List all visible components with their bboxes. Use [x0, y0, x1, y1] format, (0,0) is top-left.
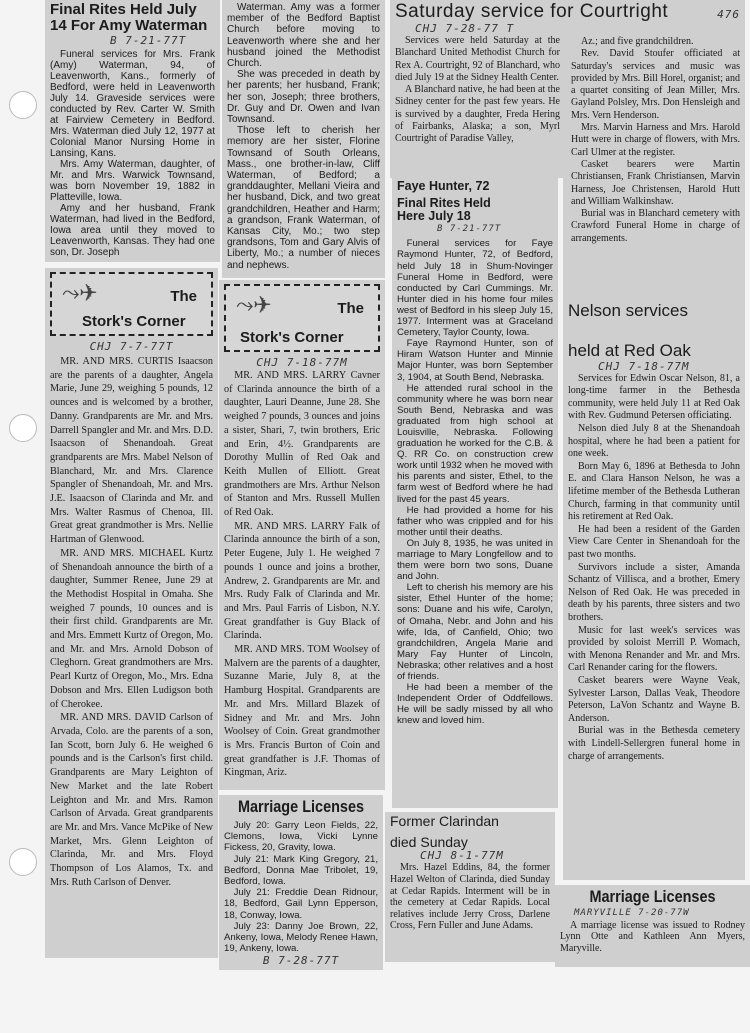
- courtright-col2-text: [571, 36, 740, 245]
- stork-right-paras-text: [224, 369, 380, 780]
- courtright-paragraph: Burial was in Blanchard cemetery with Crawford Funeral Home in charge of arrangements.: [571, 208, 740, 244]
- nelson-clipping: [563, 300, 745, 880]
- courtright-clipping-col2: [563, 34, 745, 300]
- waterman-paragraph: Funeral services for Mrs. Frank (Amy) Waterman, 94, of Leavenworth, Kans., formerly of Bedford, were held in Leavenworth July 14. Graveside services were conducted by Rev. Carter W. Smith at Fairview Cemetery in Bedford. Mrs. Waterman died July 12, 1977 at Colonial Manor Nursing Home in Lansing, Kans.: [50, 48, 215, 159]
- hunter-paragraph: Funeral services for Faye Raymond Hunter, 72, of Bedford, held July 18 in Shum-Novinger Funeral Home in Bedford, were conducted by Carl Cummings. Mr. Hunter died in his home four miles west of Bedford in his sleep July 15, 1977. Interment was at Graceland Cemetery, Taylor County, Iowa.: [397, 238, 553, 339]
- waterman-paragraph: She was preceded in death by her parents; her husband, Frank; her son, Joseph; three brothers, Dr. Guy and Dr. Owen and Ivan Townsand.: [227, 69, 380, 126]
- page-number: 476: [717, 8, 740, 21]
- nelson-subheadline: held at Red Oak: [568, 340, 691, 360]
- courtright-header: [395, 2, 740, 22]
- maryville-licenses-clipping: [555, 885, 750, 967]
- nelson-paragraph: Casket bearers were Wayne Veak, Sylvester Larson, Dallas Veak, Theodore Peterson, LaVon Schantz and Wayne B. Anderson.: [568, 674, 740, 724]
- licenses-annotation: B 7-28-77T: [262, 954, 340, 968]
- hunter-paragraph: Faye Raymond Hunter, son of Hiram Watson Hunter and Minnie Major Hunter, was born September 3, 1904, at South Bend, Nebraska.: [397, 338, 553, 383]
- birth-announcement: MR. AND MRS. MICHAEL Kurtz of Shenandoah announce the birth of a daughter, Summer Renee, June 29 at the Methodist Hospital in Omaha. She weighed 7 pounds, 10 ounces and is their first child. Grandparents are Mr. and Mrs. Emmett Kurtz of Oregon, Mo. and Mr. and Mrs. Arnold Dobson of Cleghorn. Great grandmothers are Mrs. Pearl Kurtz of Oregon, Mo., Mrs. Edna Dobson and Mrs. Ellen Ludigson both of Cherokee.: [50, 547, 213, 710]
- license-entry: July 20: Garry Leon Fields, 22, Clemons, Iowa, Vicki Lynne Fickess, 20, Gravity, Iowa.: [224, 820, 378, 854]
- clarindan-paras-text: [390, 862, 550, 932]
- hunter-paragraph: Left to cherish his memory are his sister, Ethel Hunter of the home; sons: Duane and his wife, Carolyn, of Omaha, Nebr. and John and his wife, Ida, of Canfield, Ohio; two grandchildren, Angela Marie and Mary Fay Hunter of Lincoln, Nebraska; other relatives and a host of friends.: [397, 582, 553, 683]
- birth-announcement: MR. AND MRS. CURTIS Isaacson are the parents of a daughter, Angela Marie, June 29, weighing 5 pounds, 12 ounces and is welcomed by a brother, Danny. Grandparents are Mr. and Mrs. Darrell Spangler and Mr. and Mrs. D.D. Isaacson of Shenandoah. Great grandparents are Mrs. Mabel Nelson of Blanchard, Mr. and Mrs. Clarence Spangler of Shenandoah, Mr. and Mrs. J.E. Isaacson of Clarinda and Mr. and Mrs. Walter Rasmus of Chenoa, Ill. Great great grandmother is Mrs. Nellie Hartman of Glenwood.: [50, 356, 213, 546]
- hunter-paragraph: He attended rural school in the community where he was born near South Bend, Nebraska and was graduated from high school at Louisville, Nebraska. Following graduation he worked for the C.B. & Q. RR Co. on construction crew work until 1932 when he moved with his parents and sister, Ethel, to the farm west of Bedford where he had lived for the past 45 years.: [397, 382, 553, 505]
- clarindan-annotation: CHJ 8-1-77M: [420, 849, 504, 863]
- nelson-paragraph: Survivors include a sister, Amanda Schantz of Villisca, and a brother, Emery Nelson of Red Oak. He was preceded in death by his parents, three sisters and two brothers.: [568, 561, 740, 623]
- nelson-paragraph: Music for last week's services was provided by soloist Merrill P. Womach, with Menona Renander and Mr. and Mrs. Carl Renander caring for the flowers.: [568, 624, 740, 674]
- waterman-clipping-col1: [45, 0, 220, 262]
- banner-title: Stork's Corner: [82, 313, 186, 330]
- courtright-paragraph: Casket bearers were Martin Christiansen, Frank Christiansen, Marvin Harness, Joe Christensen, Harold Hutt and William Walkinshaw.: [571, 158, 740, 207]
- courtright-col1-text: [395, 35, 560, 146]
- waterman-paragraph: Those left to cherish her memory are her sister, Florine Townsand of South Orleans, Mass., one brother-in-law, Cliff Waterman, of Bedford; a granddaughter, Mellani Vieira and her husband, Dick, and two great grandchildren, Heather and Harm; a grandson, Frank Waterman, of Kansas City, Mo.; two step grandsons, Tom and Gary Alvis of Liberty, Mo.; a number of nieces and nephews.: [227, 125, 380, 271]
- hunter-clipping: [392, 178, 558, 808]
- courtright-paragraph: Services were held Saturday at the Blanchard United Methodist Church for Rex A. Courtright, 92 of Blanchard, who died July 19 at the Sidney Health Center.: [395, 34, 560, 83]
- stork-illustration-icon: ⤳✈: [62, 280, 98, 305]
- binder-hole: [9, 414, 37, 442]
- birth-announcement: MR. AND MRS. LARRY Cavner of Clarinda announce the birth of a daughter, Lauri Deanne, June 28. She weighed 7 pounds, 3 ounces and joins a sister, Shari, 7, twin brothers, Eric and Erin, 4½. Grandparents are Dorothy Mullin of Red Oak and Keith Mullen of Elliott. Great grandmothers are Mrs. Arthur Nelson of Stanton and Mrs. Russell Mullen of Red Oak.: [224, 370, 380, 519]
- nelson-annotation: CHJ 7-18-77M: [598, 359, 690, 373]
- waterman-clipping-col2: [222, 0, 385, 278]
- nelson-paragraph: Services for Edwin Oscar Nelson, 81, a long-time farmer in the Bethesda community, were held July 11 at Red Oak with Rev. Gudmund Petersen officiating.: [568, 372, 740, 422]
- hunter-paras-text: [397, 238, 553, 726]
- courtright-paragraph: Rev. David Stoufer officiated at Saturday's services and music was provided by Mrs. Bill Horel, organist; and a quartet consiting of Jean Miller, Mrs. Gayland Polsley, Mrs. Don Hensleigh and Mrs. Vern Henderson.: [571, 48, 740, 121]
- courtright-paragraph: A Blanchard native, he had been at the Sidney center for the past few years. He is survived by a daughter, Freda Hering of Fairbanks, Alaska; a son, Myrl Courtright of Paradise Valley,: [395, 84, 560, 145]
- stork-corner-left-clipping: [45, 268, 218, 958]
- hunter-paragraph: On July 8, 1935, he was united in marriage to Mary Longfellow and to them were born two sons, Duane and John.: [397, 537, 553, 583]
- hunter-headline: Faye Hunter, 72: [397, 179, 490, 193]
- license-entry: July 23: Danny Joe Brown, 22, Ankeny, Iowa, Melody Renee Hawn, 19, Ankeny, Iowa.: [224, 920, 378, 955]
- courtright-headline: Saturday service for Courtright: [395, 1, 669, 22]
- licenses-paras-text: [224, 820, 378, 954]
- binder-hole: [9, 848, 37, 876]
- binder-hole: [9, 91, 37, 119]
- nelson-headline: Nelson services: [568, 301, 688, 320]
- birth-announcement: MR. AND MRS. DAVID Carlson of Arvada, Colo. are the parents of a son, Ian Scott, born July 6. He weighed 6 pounds and is the Carlson's first child. Grandparents are Mary Leighton of New Market and the late Robert Leighton and Mr. and Mrs. Ramon Carlson of Arvada. Great grandparents are Mr. and Mrs. Vance McPike of New Market, Mrs. Glenn Leighton of Clarinda, Mr. and Mrs. Floyd Thompson of Los Alamos, Tx. and Mrs. Ruth Carlson of Denver.: [50, 712, 213, 888]
- stork-corner-right-clipping: [219, 280, 385, 790]
- hunter-annotation: B 7-21-77T: [437, 224, 502, 235]
- hunter-subheadline: Final Rites Held Here July 18: [397, 196, 491, 224]
- marriage-licenses-clipping: [219, 795, 383, 970]
- clarindan-clipping: [385, 812, 555, 962]
- stork-left-annotation: CHJ 7-7-77T: [89, 340, 174, 353]
- banner-title: Stork's Corner: [240, 329, 344, 346]
- nelson-paragraph: Born May 6, 1896 at Bethesda to John E. and Clara Hanson Nelson, he was a lifetime member of the Bethesda Lutheran Church, farming in that community until his retirement at Red Oak.: [568, 460, 740, 523]
- stork-left-paras-text: [50, 355, 213, 889]
- banner-the: The: [170, 288, 197, 305]
- birth-announcement: MR. AND MRS. TOM Woolsey of Malvern are the parents of a daughter, Suzanne Marie, July 8, at the Hamburg Hospital. Grandparents are Mr. and Mrs. Millard Blazek of Sidney and Mr. and Mrs. John Woolsey of Coin. Great grandmother is Mrs. Francis Burton of Coin and great grandfather is J.F. Thomas of Kingman, Ariz.: [224, 644, 380, 779]
- courtright-paragraph: Mrs. Marvin Harness and Mrs. Harold Hutt were in charge of flowers, with Mrs. Carl Ulmer at the register.: [571, 122, 740, 158]
- license-entry: July 21: Mark King Gregory, 21, Bedford, Donna Mae Tribolet, 19, Bedford, Iowa.: [224, 853, 378, 888]
- stork-illustration-icon: ⤳✈: [236, 292, 272, 317]
- birth-announcement: MR. AND MRS. LARRY Falk of Clarinda announce the birth of a son, Peter Eugene, July 1. He weighed 7 pounds 1 ounce and joins a brother, Andrew, 2. Grandparents are Mr. and Mrs. Rudy Falk of Clarinda and Mr. and Mrs. Paul Farris of Lisbon, N.Y. Great grandfather is Guy Black of Clarinda.: [224, 520, 380, 642]
- waterman-paragraph: Waterman. Amy was a former member of the Bedford Baptist Church before moving to Leavenworth where she and her husband joined the Methodist Church.: [227, 2, 380, 70]
- nelson-paragraph: Burial was in the Bethesda cemetery with Lindell-Sellergren funeral home in charge of arrangements.: [568, 725, 740, 762]
- licenses-headline: Marriage Licenses: [237, 797, 365, 816]
- clarindan-paragraph: Mrs. Hazel Eddins, 84, the former Hazel Welton of Clarinda, died Sunday at Cedar Rapids. Interment will be in the cemetery at Cedar Rapids. Local relatives include Jerry Cross, Darlene Cross, Fern Fuller and June Adams.: [390, 862, 550, 932]
- waterman-paragraph: Amy and her husband, Frank Waterman, had lived in the Bedford, Iowa area until they moved to Leavenworth, Kansas. They had one son, Dr. Joseph: [50, 202, 215, 258]
- waterman-col1-text: [50, 49, 215, 258]
- maryville-paras-text: [560, 920, 745, 954]
- clarindan-subheadline: died Sunday: [390, 833, 468, 850]
- stork-right-annotation: CHJ 7-18-77M: [256, 356, 348, 369]
- clarindan-headline: Former Clarindan: [390, 813, 499, 829]
- hunter-paragraph: He had provided a home for his father who was crippled and for his mother until their deaths.: [397, 504, 553, 538]
- maryville-paragraph: A marriage license was issued to Rodney Lynn Otte and Kathleen Ann Myers, Maryville.: [560, 920, 745, 954]
- courtright-annotation: CHJ 7-28-77 T: [415, 21, 515, 35]
- stork-corner-banner: [50, 272, 213, 336]
- waterman-headline: Final Rites Held July 14 For Amy Waterman: [50, 1, 208, 34]
- waterman-col2-text: [227, 2, 380, 271]
- hunter-paragraph: He had been a member of the Independent Order of Oddfellows. He will be sadly missed by all who knew and loved him.: [397, 682, 553, 727]
- waterman-annotation: B 7-21-77T: [110, 33, 187, 47]
- banner-the: The: [337, 300, 364, 317]
- license-entry: July 21: Freddie Dean Ridnour, 18, Bedford, Gail Lynn Epperson, 18, Conway, Iowa.: [224, 887, 378, 921]
- waterman-paragraph: Mrs. Amy Waterman, daughter, of Mr. and Mrs. Warwick Townsand, was born November 19, 1882 in Platteville, Iowa.: [50, 158, 215, 203]
- maryville-headline: Marriage Licenses: [589, 887, 716, 906]
- courtright-paragraph: Az.; and five grandchildren.: [581, 36, 694, 47]
- nelson-paragraph: He had been a resident of the Garden View Care Center in Shenandoah for the past two months.: [568, 523, 740, 560]
- stork-corner-banner: [224, 284, 380, 352]
- nelson-paras-text: [568, 373, 740, 763]
- maryville-annotation: MARYVILLE 7-20-77W: [574, 908, 690, 918]
- nelson-paragraph: Nelson died July 8 at the Shenandoah hospital, where he had been a patient for one week.: [568, 423, 740, 460]
